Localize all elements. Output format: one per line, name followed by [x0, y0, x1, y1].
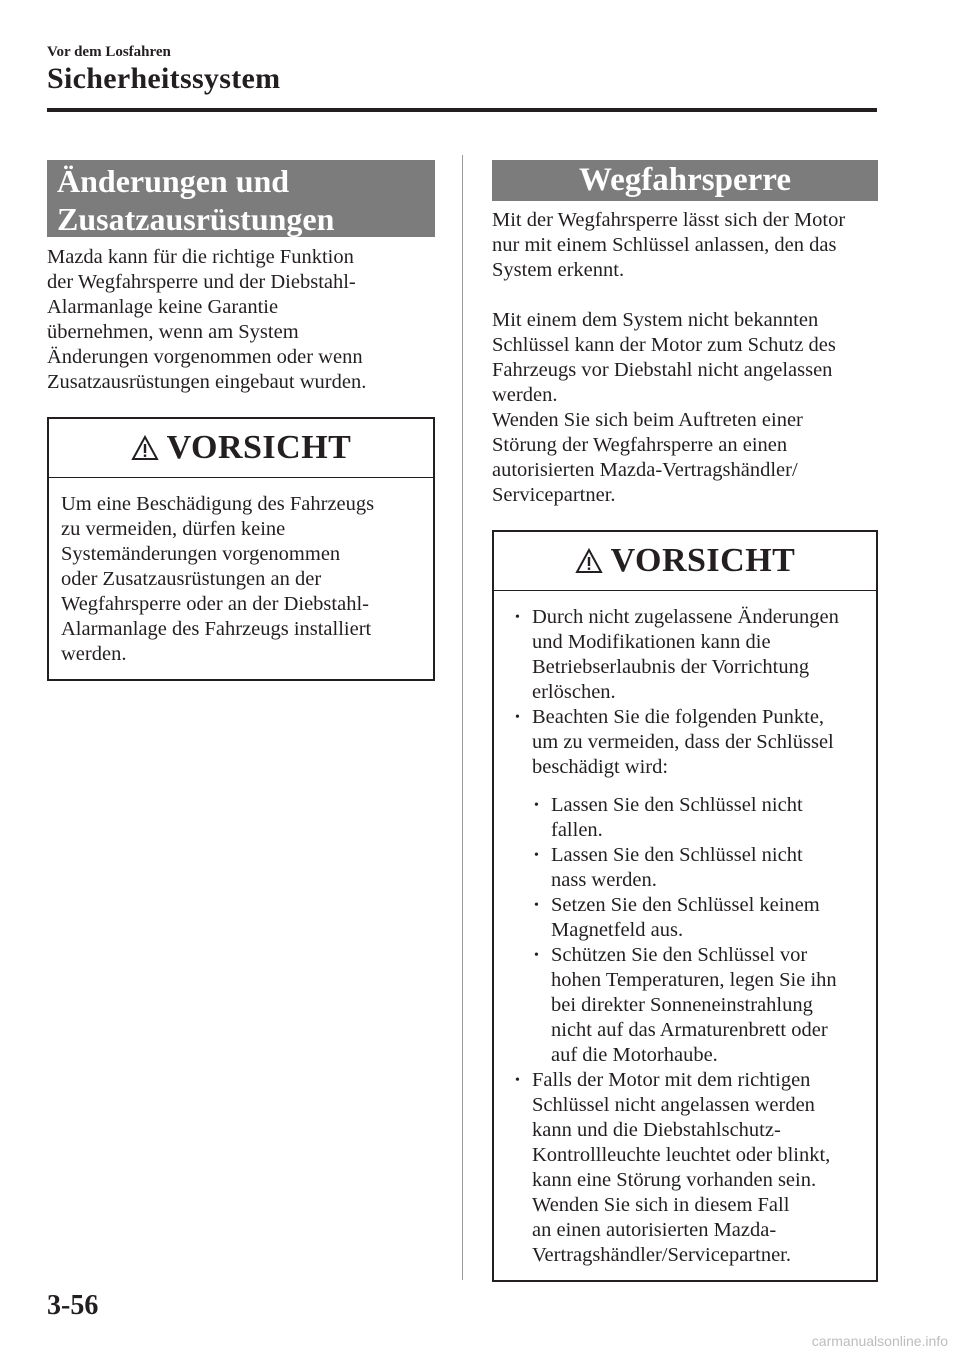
heading-line: Zusatzausrüstungen: [57, 201, 335, 237]
list-item: [532, 893, 866, 943]
text-line: Lassen Sie den Schlüssel nicht: [551, 794, 803, 816]
caution-header: [49, 419, 433, 478]
text-line: beschädigt wird:: [532, 756, 669, 778]
section-heading-immobilizer: Wegfahrsperre: [492, 160, 878, 201]
text-line: zu vermeiden, dürfen keine: [61, 518, 286, 540]
header-rule: [47, 108, 877, 112]
page-title: Sicherheitssystem: [47, 62, 281, 95]
warning-triangle-icon: [575, 548, 603, 574]
text-line: hohen Temperaturen, legen Sie ihn: [551, 969, 837, 991]
text-line: oder Zusatzausrüstungen an der: [61, 568, 322, 590]
text-line: Setzen Sie den Schlüssel keinem: [551, 894, 820, 916]
text-line: Wenden Sie sich in diesem Fall: [532, 1194, 790, 1216]
modifications-paragraph: [47, 245, 435, 395]
text-line: Falls der Motor mit dem richtigen: [532, 1069, 811, 1091]
text-line: Kontrollleuchte leuchtet oder blinkt,: [532, 1144, 831, 1166]
column-divider: [462, 155, 463, 1280]
caution-body: [49, 478, 433, 679]
text-line: übernehmen, wenn am System: [47, 321, 299, 343]
list-item: [532, 793, 866, 843]
text-line: Servicepartner.: [492, 484, 616, 506]
caution-box-left: [47, 417, 435, 681]
text-line: bei direkter Sonneneinstrahlung: [551, 994, 813, 1016]
text-line: Störung der Wegfahrsperre an einen: [492, 434, 788, 456]
text-line: kann eine Störung vorhanden sein.: [532, 1169, 817, 1191]
list-item: [506, 605, 866, 705]
list-item: [506, 705, 866, 1068]
list-item: [532, 943, 866, 1068]
text-line: Magnetfeld aus.: [551, 919, 684, 941]
text-line: Schlüssel kann der Motor zum Schutz des: [492, 334, 836, 356]
section-heading-modifications: [47, 160, 435, 237]
text-line: Schlüssel nicht angelassen werden: [532, 1094, 815, 1116]
text-line: Alarmanlage keine Garantie: [47, 296, 279, 318]
immobilizer-paragraph-1: [492, 208, 878, 283]
text-line: Wegfahrsperre oder an der Diebstahl-: [61, 593, 369, 615]
text-line: nass werden.: [551, 869, 657, 891]
caution-body: [494, 591, 876, 1280]
left-column: [47, 160, 435, 681]
text-line: werden.: [492, 384, 558, 406]
text-line: fallen.: [551, 819, 603, 841]
text-line: kann und die Diebstahlschutz-: [532, 1119, 781, 1141]
text-line: Mit der Wegfahrsperre lässt sich der Motor: [492, 209, 846, 231]
text-line: an einen autorisierten Mazda-: [532, 1219, 777, 1241]
text-line: und Modifikationen kann die: [532, 631, 771, 653]
text-line: nur mit einem Schlüssel anlassen, den das: [492, 234, 837, 256]
text-line: Betriebserlaubnis der Vorrichtung: [532, 656, 810, 678]
text-line: Systemänderungen vorgenommen: [61, 543, 341, 565]
text-line: nicht auf das Armaturenbrett oder: [551, 1019, 828, 1041]
text-line: Alarmanlage des Fahrzeugs installiert: [61, 618, 372, 640]
text-line: autorisierten Mazda-Vertragshändler/: [492, 459, 798, 481]
list-item: [506, 1068, 866, 1268]
heading-line: Änderungen und: [57, 163, 290, 199]
breadcrumb: Vor dem Losfahren: [47, 44, 171, 60]
page-number: 3-56: [47, 1290, 99, 1321]
text-line: Beachten Sie die folgenden Punkte,: [532, 706, 825, 728]
text-line: um zu vermeiden, dass der Schlüssel: [532, 731, 834, 753]
caution-sublist: [532, 793, 866, 1068]
text-line: Vertragshändler/Servicepartner.: [532, 1244, 791, 1266]
warning-triangle-icon: [131, 435, 159, 461]
text-line: Mazda kann für die richtige Funktion: [47, 246, 354, 268]
right-column: [492, 160, 878, 1282]
text-line: der Wegfahrsperre und der Diebstahl-: [47, 271, 356, 293]
immobilizer-paragraph-2: [492, 308, 878, 508]
caution-header: [494, 532, 876, 591]
text-line: Wenden Sie sich beim Auftreten einer: [492, 409, 803, 431]
caution-box-right: [492, 530, 878, 1282]
caution-title: VORSICHT: [610, 542, 796, 579]
text-line: Mit einem dem System nicht bekannten: [492, 309, 819, 331]
text-line: System erkennt.: [492, 259, 625, 281]
text-line: Schützen Sie den Schlüssel vor: [551, 944, 808, 966]
text-line: auf die Motorhaube.: [551, 1044, 718, 1066]
text-line: Änderungen vorgenommen oder wenn: [47, 346, 363, 368]
text-line: Um eine Beschädigung des Fahrzeugs: [61, 493, 375, 515]
caution-list: [506, 605, 866, 1268]
text-line: Zusatzausrüstungen eingebaut wurden.: [47, 371, 367, 393]
list-item: [532, 843, 866, 893]
caution-title: VORSICHT: [166, 429, 352, 466]
text-line: Fahrzeugs vor Diebstahl nicht angelassen: [492, 359, 833, 381]
text-line: werden.: [61, 643, 127, 665]
text-line: erlöschen.: [532, 681, 616, 703]
text-line: Durch nicht zugelassene Änderungen: [532, 606, 839, 628]
watermark: carmanualsonline.info: [811, 1333, 948, 1349]
text-line: Lassen Sie den Schlüssel nicht: [551, 844, 803, 866]
